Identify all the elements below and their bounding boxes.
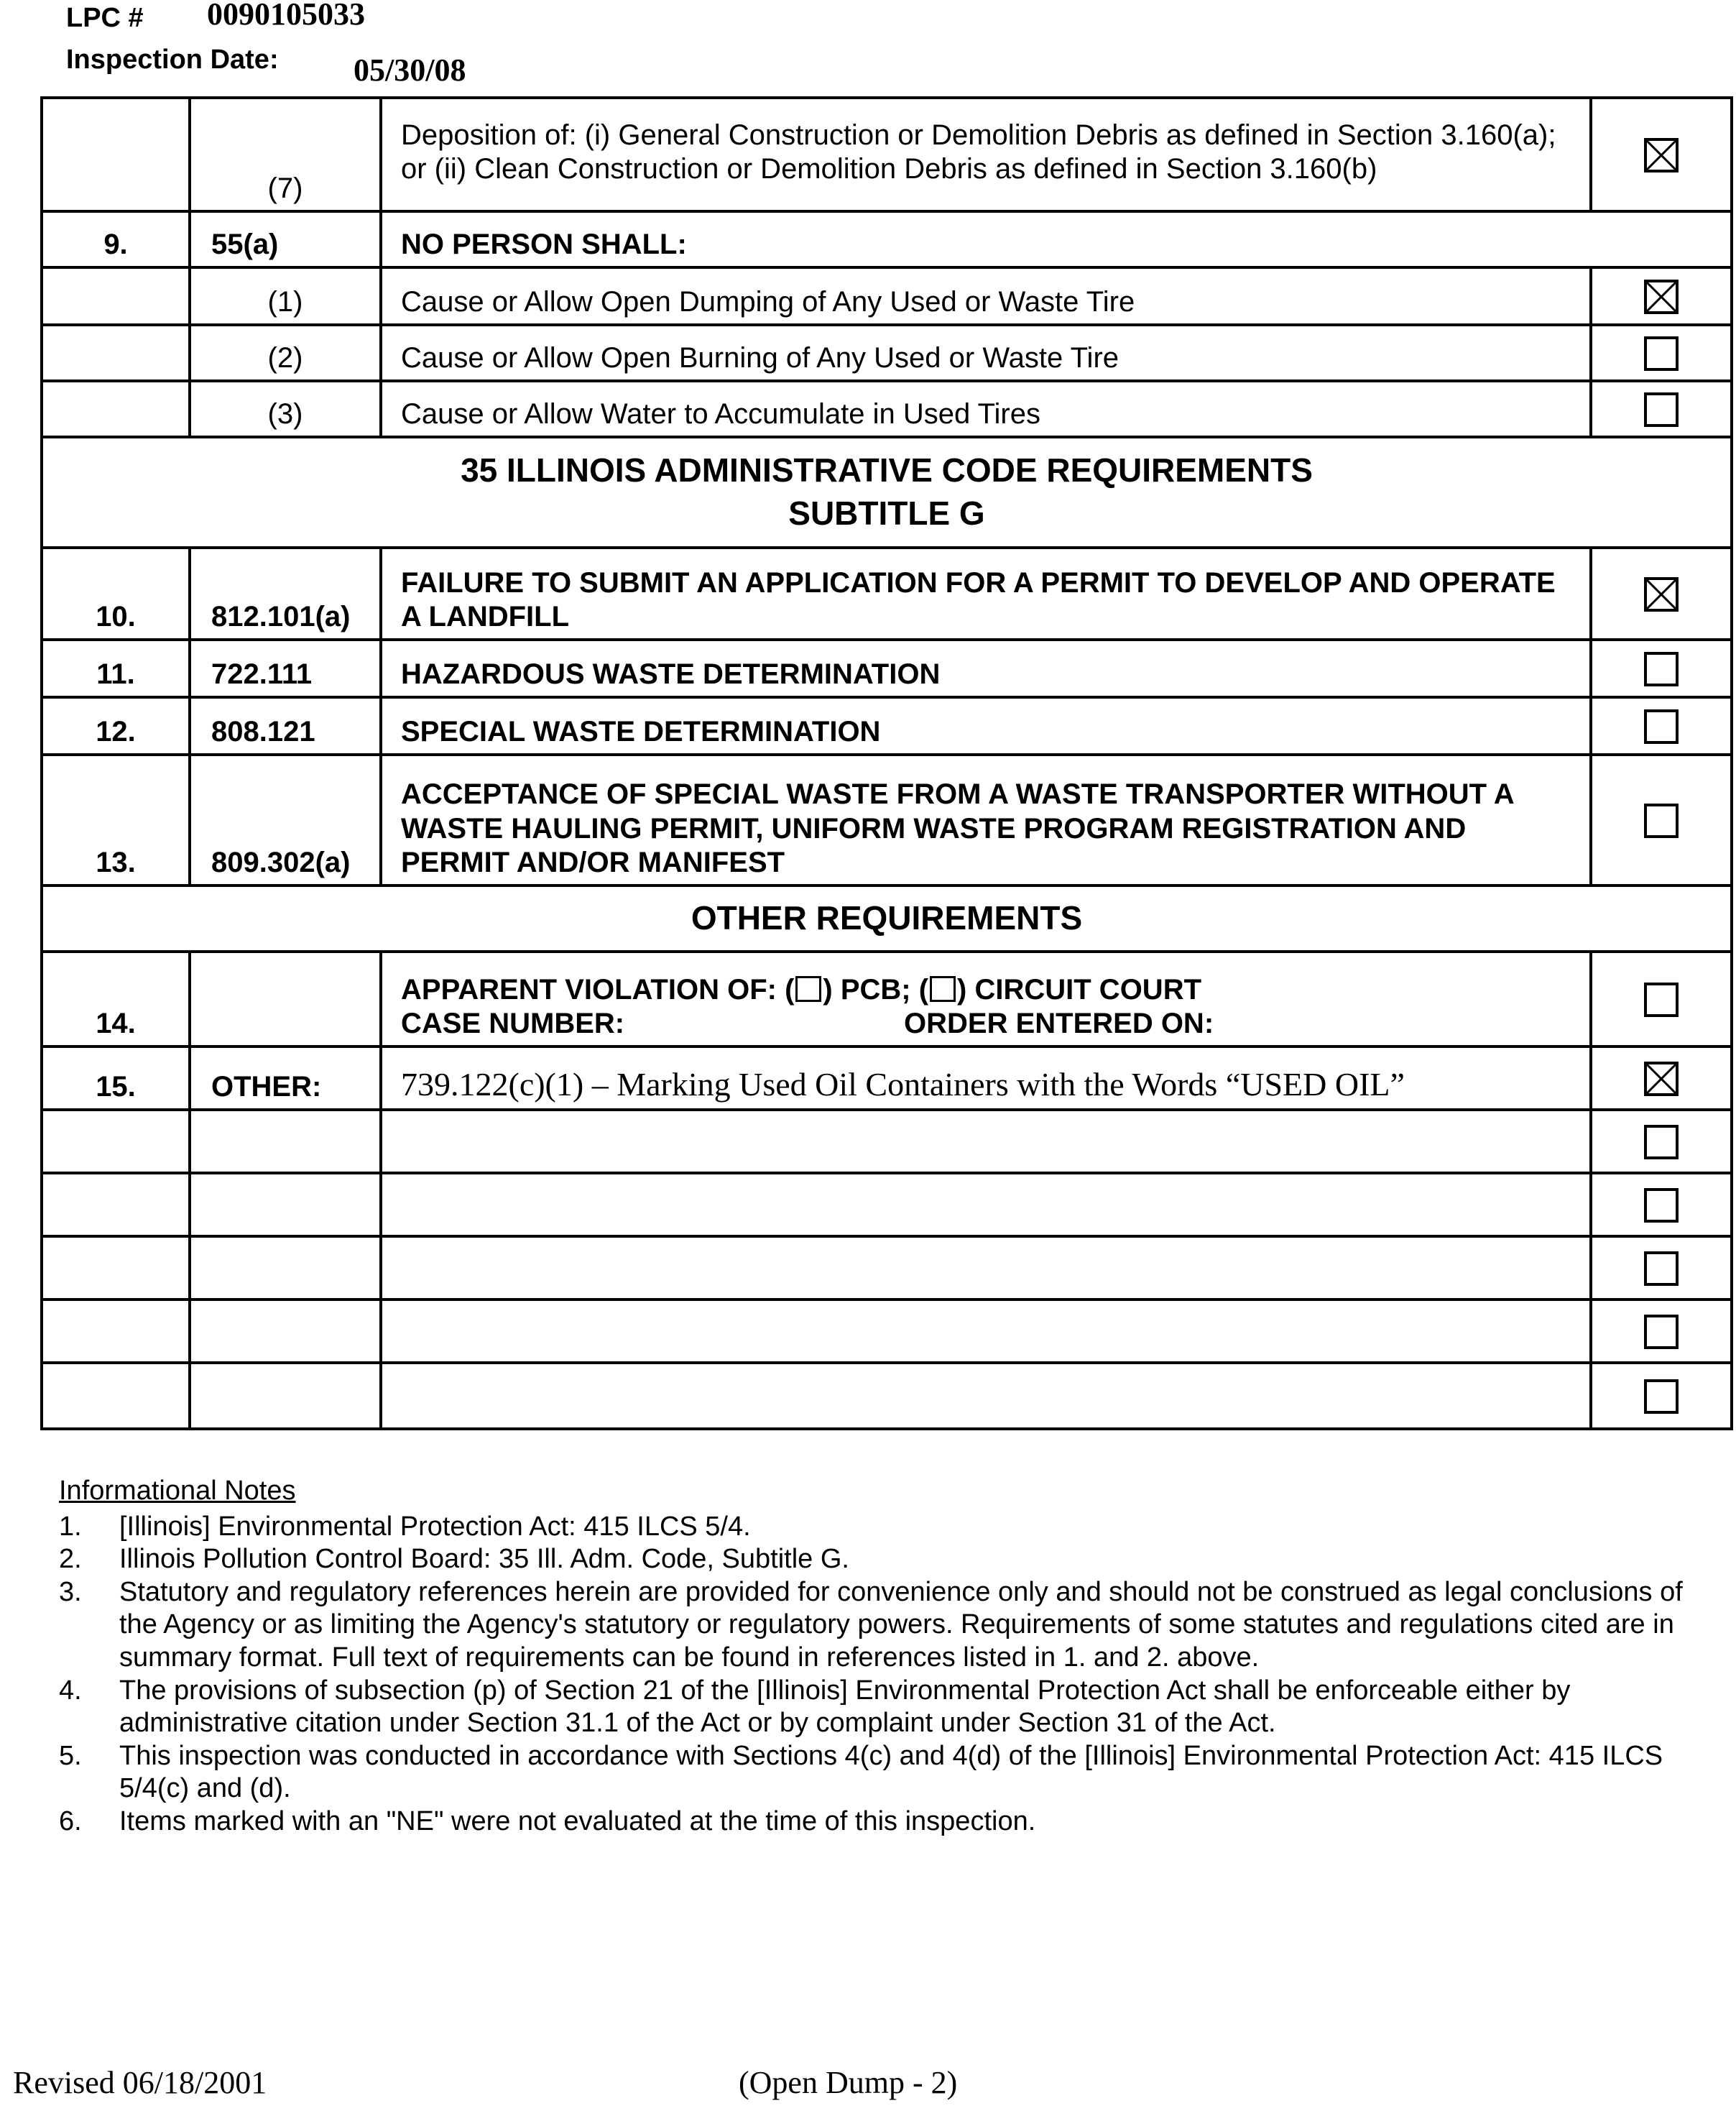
item-number: 12.	[42, 697, 190, 755]
revised-date: Revised 06/18/2001	[13, 2065, 267, 2100]
empty-cell	[42, 1363, 190, 1429]
empty-cell	[381, 1110, 1591, 1173]
unchecked-box[interactable]	[1644, 1379, 1679, 1414]
note-number: 4.	[59, 1675, 82, 1706]
empty-cell	[381, 1236, 1591, 1300]
checkbox-cell	[1591, 1110, 1732, 1173]
note-text: The provisions of subsection (p) of Section 21 of the [Illinois] Environmental Protection Act shall be enforceable either by administrative citation under Section 31.1 of the Act or by complaint under Section 31 of the Act.	[119, 1675, 1571, 1739]
checked-box[interactable]	[1644, 280, 1679, 314]
checkbox-cell	[1591, 267, 1732, 325]
requirement-text: ACCEPTANCE OF SPECIAL WASTE FROM A WASTE TRANSPORTER WITHOUT A WASTE HAULING PERMIT, UNIFORM WASTE PROGRAM REGISTRATION AND PERMIT AND/OR MANIFEST	[381, 755, 1591, 886]
requirements-table	[40, 96, 1733, 1430]
note-number: 5.	[59, 1740, 82, 1771]
table-row	[42, 267, 1732, 325]
checkbox-cell	[1591, 1173, 1732, 1236]
inspection-date-label: Inspection Date:	[66, 45, 279, 75]
section-heading-row	[42, 886, 1732, 952]
empty-cell	[42, 1236, 190, 1300]
table-row	[42, 697, 1732, 755]
note-item	[59, 1576, 1683, 1675]
lpc-label: LPC #	[66, 3, 144, 33]
table-row	[42, 755, 1732, 886]
note-item	[59, 1675, 1683, 1740]
note-text: This inspection was conducted in accordance with Sections 4(c) and 4(d) of the [Illinois] Environmental Protection Act: 415 ILCS 5/4(c) and (d).	[119, 1740, 1663, 1804]
section-ref: 722.111	[190, 640, 381, 697]
checked-box[interactable]	[1644, 138, 1679, 172]
checkbox-cell	[1591, 381, 1732, 437]
item-number: 9.	[42, 211, 190, 267]
unchecked-box[interactable]	[1644, 804, 1679, 838]
note-text: Illinois Pollution Control Board: 35 Ill. Adm. Code, Subtitle G.	[119, 1544, 849, 1575]
table-row	[42, 98, 1732, 211]
case-number-label: CASE NUMBER:	[401, 1007, 625, 1039]
empty-cell	[381, 1363, 1591, 1429]
checkbox-cell	[1591, 548, 1732, 640]
informational-notes	[59, 1475, 1683, 1839]
empty-cell	[381, 1300, 1591, 1363]
unchecked-box[interactable]	[1644, 709, 1679, 744]
table-row	[42, 1363, 1732, 1429]
empty-cell	[190, 1236, 381, 1300]
section-ref: (3)	[190, 381, 381, 437]
item-number	[42, 381, 190, 437]
note-item	[59, 1806, 1683, 1839]
empty-cell	[42, 1110, 190, 1173]
empty-cell	[190, 1173, 381, 1236]
section-ref: 809.302(a)	[190, 755, 381, 886]
section-ref	[190, 952, 381, 1046]
item-number	[42, 325, 190, 381]
other-requirements-heading: OTHER REQUIREMENTS	[42, 886, 1732, 952]
table-row	[42, 1173, 1732, 1236]
table-row	[42, 1300, 1732, 1363]
table-row	[42, 1236, 1732, 1300]
note-number: 2.	[59, 1544, 82, 1575]
section-ref: (7)	[190, 98, 381, 211]
table-row	[42, 640, 1732, 697]
table-row	[42, 381, 1732, 437]
unchecked-box[interactable]	[1644, 983, 1679, 1017]
note-item	[59, 1740, 1683, 1806]
checkbox-cell	[1591, 1046, 1732, 1110]
requirement-text: SPECIAL WASTE DETERMINATION	[381, 697, 1591, 755]
checkbox-cell	[1591, 640, 1732, 697]
violation-label: APPARENT VIOLATION OF:	[401, 973, 777, 1006]
empty-cell	[190, 1110, 381, 1173]
section-ref: 812.101(a)	[190, 548, 381, 640]
checkbox-cell	[1591, 697, 1732, 755]
other-requirement-text: 739.122(c)(1) – Marking Used Oil Containers with the Words “USED OIL”	[381, 1046, 1591, 1110]
circuit-court-label: CIRCUIT COURT	[974, 973, 1202, 1006]
item-number	[42, 98, 190, 211]
empty-cell	[42, 1300, 190, 1363]
checkbox-cell	[1591, 1300, 1732, 1363]
note-text: [Illinois] Environmental Protection Act: 415 ILCS 5/4.	[119, 1511, 751, 1542]
unchecked-box[interactable]	[1644, 392, 1679, 427]
empty-cell	[190, 1300, 381, 1363]
checkbox-cell	[1591, 325, 1732, 381]
item-number: 10.	[42, 548, 190, 640]
heading-line-2: SUBTITLE G	[788, 494, 985, 532]
note-number: 6.	[59, 1806, 82, 1836]
unchecked-box[interactable]	[1644, 336, 1679, 371]
inspection-date-value: 05/30/08	[354, 52, 466, 88]
note-text: Statutory and regulatory references herein are provided for convenience only and should not be construed as legal conclusions of the Agency or as limiting the Agency's statutory or regulatory powers. Requirements of some statutes and regulations cited are in summary format. Full text of requirements can be found in references listed in 1. and 2. above.	[119, 1576, 1683, 1673]
order-entered-label: ORDER ENTERED ON:	[904, 1007, 1214, 1039]
item-number: 11.	[42, 640, 190, 697]
requirement-text: FAILURE TO SUBMIT AN APPLICATION FOR A PERMIT TO DEVELOP AND OPERATE A LANDFILL	[381, 548, 1591, 640]
empty-cell	[190, 1363, 381, 1429]
checked-box[interactable]	[1644, 1062, 1679, 1096]
section-ref: (1)	[190, 267, 381, 325]
requirement-text: HAZARDOUS WASTE DETERMINATION	[381, 640, 1591, 697]
section-ref: (2)	[190, 325, 381, 381]
checkbox-cell	[1591, 1236, 1732, 1300]
item-number	[42, 267, 190, 325]
unchecked-box[interactable]	[1644, 1251, 1679, 1286]
checkbox-cell	[1591, 755, 1732, 886]
pcb-label: PCB;	[840, 973, 911, 1006]
section-ref: 808.121	[190, 697, 381, 755]
requirement-text: Cause or Allow Open Burning of Any Used or Waste Tire	[381, 325, 1591, 381]
lpc-value: 0090105033	[207, 0, 365, 32]
empty-cell	[381, 1173, 1591, 1236]
requirement-text: Cause or Allow Water to Accumulate in Used Tires	[381, 381, 1591, 437]
table-row	[42, 952, 1732, 1046]
section-ref: OTHER:	[190, 1046, 381, 1110]
note-number: 1.	[59, 1511, 82, 1542]
requirement-text: Deposition of: (i) General Construction or Demolition Debris as defined in Section 3.160(a); or (ii) Clean Construction or Demolition Debris as defined in Section 3.160(b)	[381, 98, 1591, 211]
requirement-heading: NO PERSON SHALL:	[381, 211, 1732, 267]
item-number: 14.	[42, 952, 190, 1046]
checkbox-cell	[1591, 952, 1732, 1046]
note-item	[59, 1511, 1683, 1544]
unchecked-box[interactable]	[1644, 652, 1679, 686]
item-number: 15.	[42, 1046, 190, 1110]
unchecked-box[interactable]	[1644, 1315, 1679, 1349]
section-heading	[42, 437, 1732, 548]
unchecked-box[interactable]	[1644, 1125, 1679, 1159]
table-row	[42, 211, 1732, 267]
checkbox-cell	[1591, 1363, 1732, 1429]
heading-line-1: 35 ILLINOIS ADMINISTRATIVE CODE REQUIREMENTS	[461, 451, 1313, 489]
checked-box[interactable]	[1644, 577, 1679, 612]
item-number: 13.	[42, 755, 190, 886]
note-item	[59, 1543, 1683, 1576]
note-number: 3.	[59, 1576, 82, 1607]
requirement-text: Cause or Allow Open Dumping of Any Used or Waste Tire	[381, 267, 1591, 325]
notes-title: Informational Notes	[59, 1476, 296, 1506]
page-label: (Open Dump - 2)	[739, 2065, 958, 2100]
checkbox-cell	[1591, 98, 1732, 211]
table-row	[42, 1046, 1732, 1110]
table-row	[42, 1110, 1732, 1173]
empty-cell	[42, 1173, 190, 1236]
section-heading-row	[42, 437, 1732, 548]
table-row	[42, 548, 1732, 640]
unchecked-box[interactable]	[1644, 1188, 1679, 1223]
section-ref: 55(a)	[190, 211, 381, 267]
note-text: Items marked with an "NE" were not evaluated at the time of this inspection.	[119, 1806, 1036, 1836]
table-row	[42, 325, 1732, 381]
pcb-checkbox[interactable]	[795, 976, 821, 1002]
circuit-court-checkbox[interactable]	[930, 976, 956, 1002]
apparent-violation-text: APPARENT VIOLATION OF: ( ) PCB; ( ) CIRCUIT COURT CASE NUMBER: ORDER ENTERED ON:	[381, 952, 1591, 1046]
